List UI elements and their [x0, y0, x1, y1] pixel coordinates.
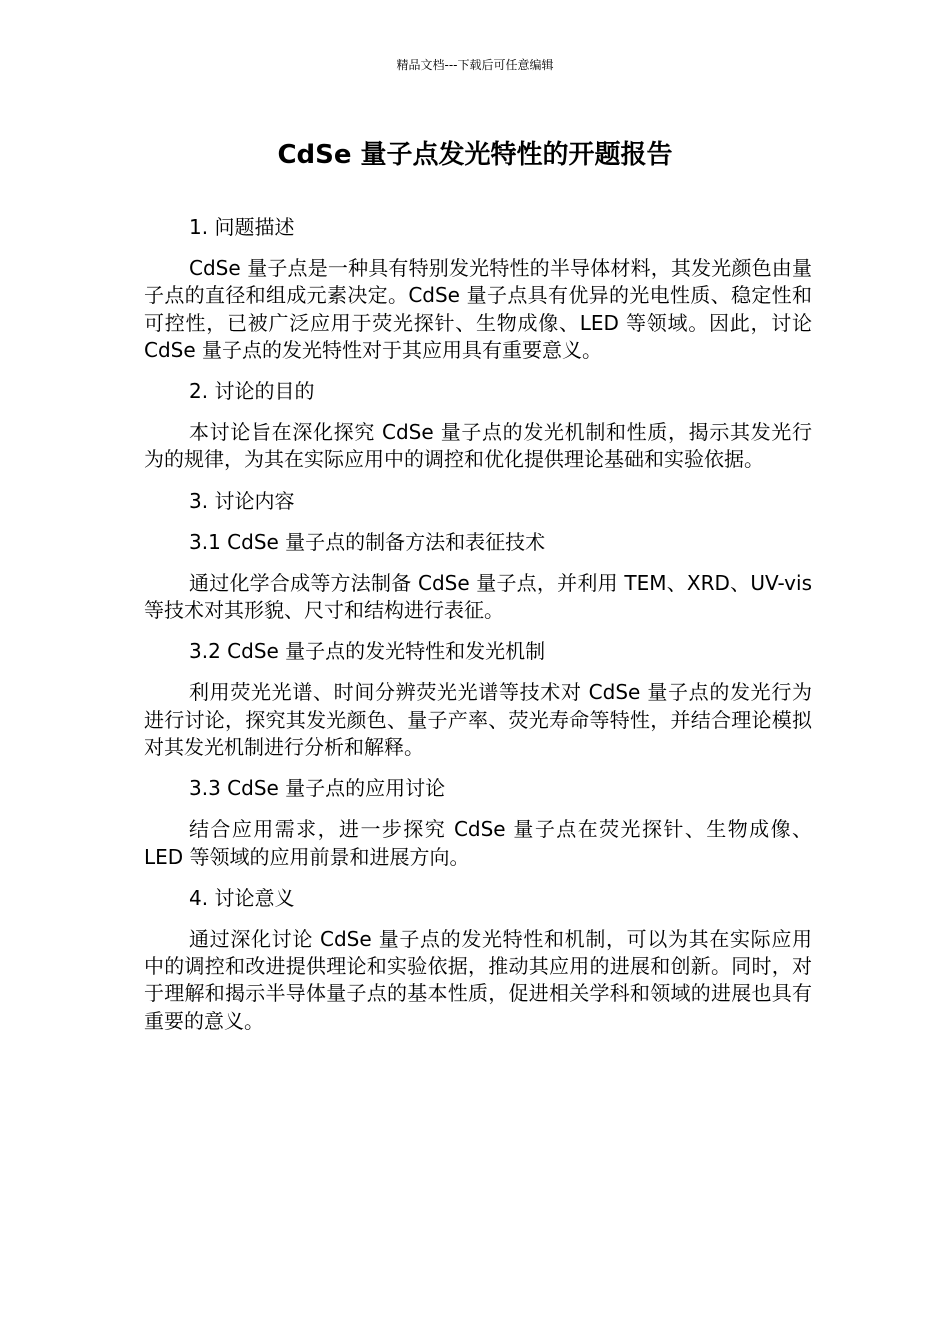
document-body [144, 214, 812, 1049]
paragraph-3-2: 利用荧光光谱、时间分辨荧光光谱等技术对 CdSe 量子点的发光行为进行讨论，探究其发光颜色、量子产率、荧光寿命等特性，并结合理论模拟对其发光机制进行分析和解释。 [144, 680, 812, 759]
section-heading-content: 3. 讨论内容 [189, 488, 295, 513]
section-heading-significance: 4. 讨论意义 [189, 885, 295, 910]
paragraph-significance: 通过深化讨论 CdSe 量子点的发光特性和机制，可以为其在实际应用中的调控和改进提供理论和实验依据，推动其应用的进展和创新。同时，对于理解和揭示半导体量子点的基本性质，促进相关学科和领域的进展也具有重要的意义。 [144, 926, 812, 1033]
subsection-heading-3-2: 3.2 CdSe 量子点的发光特性和发光机制 [189, 639, 546, 664]
document-title: CdSe 量子点发光特性的开题报告 [277, 140, 673, 170]
section-heading-problem: 1. 问题描述 [189, 215, 295, 239]
paragraph-3-1: 通过化学合成等方法制备 CdSe 量子点，并利用 TEM、XRD、UV-vis 等技术对其形貌、尺寸和结构进行表征。 [144, 570, 812, 623]
paragraph-problem: CdSe 量子点是一种具有特别发光特性的半导体材料，其发光颜色由量子点的直径和组成元素决定。CdSe 量子点具有优异的光电性质、稳定性和可控性，已被广泛应用于荧光探针、生物成像、LED 等领域。因此，讨论 CdSe 量子点的发光特性对于其应用具有重要意义。 [144, 256, 812, 362]
running-header: 精品文档---下载后可任意编辑 [396, 58, 554, 72]
paragraph-3-3: 结合应用需求，进一步探究 CdSe 量子点在荧光探针、生物成像、LED 等领域的应用前景和进展方向。 [144, 817, 812, 869]
subsection-heading-3-1: 3.1 CdSe 量子点的制备方法和表征技术 [189, 529, 546, 554]
paragraph-purpose: 本讨论旨在深化探究 CdSe 量子点的发光机制和性质，揭示其发光行为的规律，为其在实际应用中的调控和优化提供理论基础和实验依据。 [144, 420, 812, 472]
section-heading-purpose: 2. 讨论的目的 [189, 379, 315, 404]
subsection-heading-3-3: 3.3 CdSe 量子点的应用讨论 [189, 776, 446, 801]
